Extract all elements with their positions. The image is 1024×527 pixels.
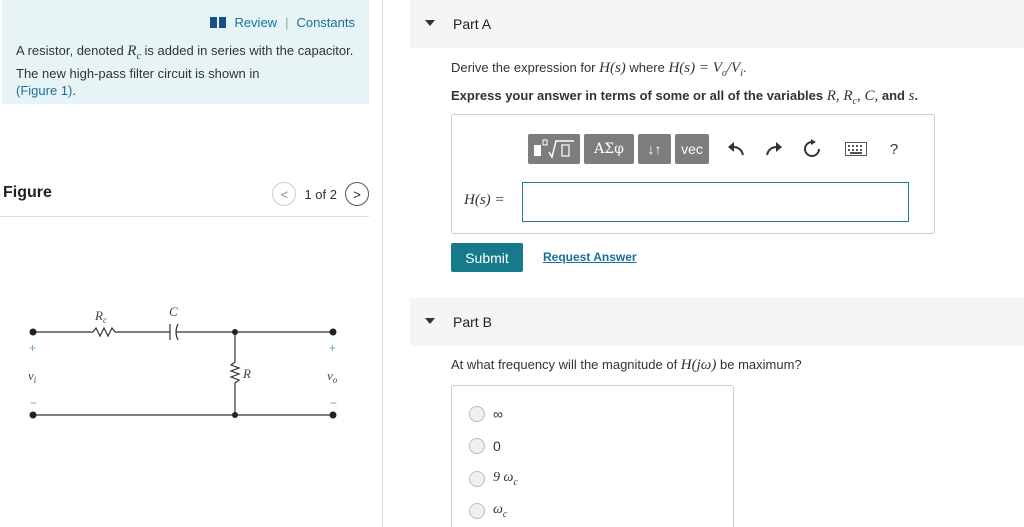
left-panel [0, 0, 383, 527]
intro-text-part: A resistor, denoted [16, 43, 128, 58]
radio-button[interactable] [469, 406, 485, 422]
option-infinity[interactable] [469, 406, 503, 422]
option-label-sub: c [513, 476, 518, 488]
intro-text-end: . [72, 83, 76, 98]
rc-symbol-sub: c [136, 51, 141, 62]
greek-symbols-button[interactable]: ΑΣφ [584, 134, 634, 164]
vector-button[interactable]: vec [675, 134, 709, 164]
option-label-sub: c [502, 508, 508, 520]
options-box [451, 385, 734, 527]
intro-text [16, 42, 356, 99]
radio-button[interactable] [469, 438, 485, 454]
help-icon[interactable]: ? [889, 140, 899, 158]
resistor-r [231, 362, 239, 383]
option-label-main: ω [493, 502, 503, 517]
terminal-dot [30, 329, 37, 336]
option-wc[interactable] [469, 502, 507, 520]
math-part: H(s) = V [668, 60, 722, 76]
math-part: /V [726, 60, 741, 76]
minus-sign-in: − [30, 396, 38, 410]
instructions-text: and [878, 88, 909, 103]
constants-link[interactable]: Constants [296, 15, 355, 30]
collapse-caret-icon[interactable] [425, 20, 435, 26]
option-label-main: 9 ω [493, 470, 514, 485]
rc-symbol [127, 43, 141, 62]
redo-icon[interactable] [759, 134, 789, 164]
part-a-prompt [451, 60, 747, 79]
math-s: s [908, 88, 915, 104]
answer-box [451, 114, 935, 234]
terminal-dot [330, 329, 337, 336]
book-icon [210, 17, 226, 28]
reset-icon[interactable] [797, 134, 827, 164]
option-zero[interactable] [469, 438, 501, 454]
math-sub: i [740, 68, 744, 79]
instructions-text: . [914, 88, 919, 103]
answer-input[interactable] [522, 182, 909, 222]
link-separator: | [285, 15, 289, 30]
math-hjw: H(jω) [680, 357, 717, 373]
math-transfer [668, 60, 744, 79]
math-hs: H(s) [599, 60, 626, 76]
hs-label: H(s) = [464, 192, 505, 208]
node-dot [232, 412, 238, 418]
figure-nav [272, 182, 369, 206]
terminal-dot [330, 412, 337, 419]
part-b-header[interactable] [410, 298, 1024, 346]
prompt-text: Derive the expression for [451, 60, 600, 75]
math-part: R, R [826, 88, 853, 104]
submit-button[interactable]: Submit [451, 243, 523, 272]
templates-icon [532, 138, 576, 160]
figure-count: 1 of 2 [304, 186, 337, 202]
math-part: , C, [856, 88, 879, 104]
option-label: 0 [493, 438, 501, 454]
question-text: At what frequency will the magnitude of [451, 357, 681, 372]
instructions-text: Express your answer in terms of some or all of the variables [451, 88, 827, 103]
plus-sign-out: + [329, 341, 337, 355]
right-panel [410, 0, 1024, 527]
template-button[interactable] [528, 134, 580, 164]
option-9wc[interactable] [469, 470, 518, 488]
question-text: be maximum? [716, 357, 802, 372]
prompt-text: . [743, 60, 747, 75]
part-b-question [451, 357, 802, 374]
radio-button[interactable] [469, 503, 485, 519]
option-label [493, 502, 507, 520]
review-link[interactable]: Review [234, 15, 278, 30]
label-rc: $R_c$ [95, 308, 107, 325]
intro-links [210, 15, 355, 30]
math-sub: o [721, 68, 727, 79]
problem-intro [2, 0, 369, 104]
option-label: ∞ [493, 406, 503, 422]
prompt-text: where [625, 60, 669, 75]
part-a-instructions [451, 88, 918, 107]
terminal-dot [30, 412, 37, 419]
plus-sign-in: + [29, 341, 37, 355]
next-figure-button[interactable]: > [345, 182, 369, 206]
resistor-rc [93, 328, 115, 336]
request-answer-link[interactable]: Request Answer [543, 250, 637, 264]
radio-button[interactable] [469, 471, 485, 487]
part-a-header[interactable] [410, 0, 1024, 48]
math-vars [826, 88, 879, 107]
option-label [493, 470, 518, 488]
figure-label: Figure [3, 184, 52, 201]
intro-text-part: is added in series with the capacitor. The new high-pass filter circuit is shown in [16, 43, 354, 81]
keyboard-icon[interactable] [841, 134, 871, 164]
minus-sign-out: − [330, 396, 338, 410]
label-vo: $v_o$ [327, 368, 338, 385]
figure-link[interactable]: (Figure 1) [16, 83, 73, 98]
collapse-caret-icon[interactable] [425, 318, 435, 324]
figure-bar [0, 180, 369, 217]
part-a-title: Part A [453, 16, 492, 32]
undo-icon[interactable] [721, 134, 751, 164]
node-dot [232, 329, 238, 335]
rc-symbol-main: R [127, 43, 137, 59]
math-toolbar [528, 134, 909, 164]
circuit-diagram [18, 300, 348, 425]
prev-figure-button[interactable]: < [272, 182, 296, 206]
label-vi: $v_i$ [28, 368, 37, 385]
label-c: C [169, 304, 178, 319]
subscript-superscript-button[interactable]: ↓↑ [638, 134, 671, 164]
label-r: R [243, 366, 251, 381]
math-sub: c [852, 96, 857, 107]
part-b-title: Part B [453, 314, 492, 330]
